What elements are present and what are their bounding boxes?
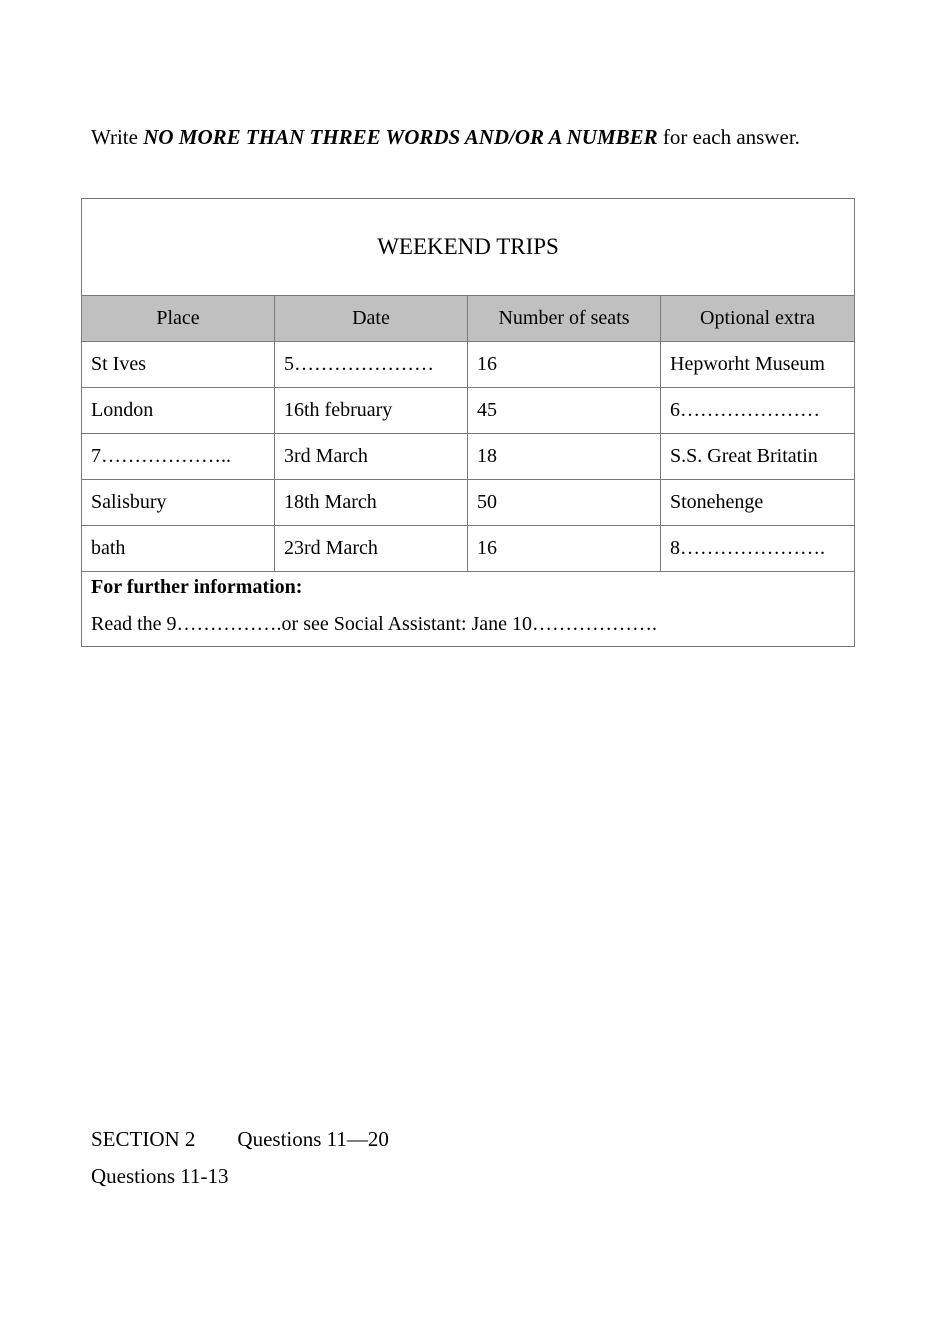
subquestion-heading: Questions 11-13 [91, 1164, 229, 1188]
further-info-text: Read the 9…………….or see Social Assistant: Jane 10………………. [91, 613, 658, 635]
cell-date: 3rd March [275, 434, 468, 480]
further-info-row [82, 572, 855, 647]
cell-place: bath [82, 526, 275, 572]
section-label: SECTION 2 [91, 1127, 196, 1151]
cell-seats: 45 [468, 388, 661, 434]
cell-seats: 16 [468, 526, 661, 572]
cell-optional-extra: 6………………… [661, 388, 855, 434]
cell-optional-extra: Hepworht Museum [661, 342, 855, 388]
section-question-range: Questions 11—20 [237, 1127, 389, 1151]
cell-place: St Ives [82, 342, 275, 388]
cell-seats: 16 [468, 342, 661, 388]
header-date: Date [275, 296, 468, 342]
cell-place: 7……………….. [82, 434, 275, 480]
cell-date: 16th february [275, 388, 468, 434]
further-info-cell [82, 572, 855, 647]
table-header-row [82, 296, 855, 342]
header-optional-extra: Optional extra [661, 296, 855, 342]
further-info-heading: For further information: [91, 576, 303, 598]
cell-seats: 50 [468, 480, 661, 526]
cell-date: 23rd March [275, 526, 468, 572]
instruction-prefix: Write [91, 125, 144, 149]
cell-date: 18th March [275, 480, 468, 526]
section-heading [91, 1126, 389, 1152]
table-row [82, 388, 855, 434]
table-row [82, 342, 855, 388]
header-seats: Number of seats [468, 296, 661, 342]
table-title: WEEKEND TRIPS [82, 199, 855, 296]
table-row [82, 526, 855, 572]
cell-optional-extra: S.S. Great Britatin [661, 434, 855, 480]
instruction-suffix: for each answer. [657, 125, 800, 149]
cell-optional-extra: Stonehenge [661, 480, 855, 526]
cell-place: London [82, 388, 275, 434]
cell-optional-extra: 8…………………. [661, 526, 855, 572]
instruction-text [91, 124, 800, 150]
cell-seats: 18 [468, 434, 661, 480]
instruction-emphasis: NO MORE THAN THREE WORDS AND/OR A NUMBER [143, 125, 658, 149]
weekend-trips-table [81, 198, 855, 647]
cell-date: 5………………… [275, 342, 468, 388]
table-row [82, 480, 855, 526]
table-title-row [82, 199, 855, 296]
table-row [82, 434, 855, 480]
header-place: Place [82, 296, 275, 342]
cell-place: Salisbury [82, 480, 275, 526]
